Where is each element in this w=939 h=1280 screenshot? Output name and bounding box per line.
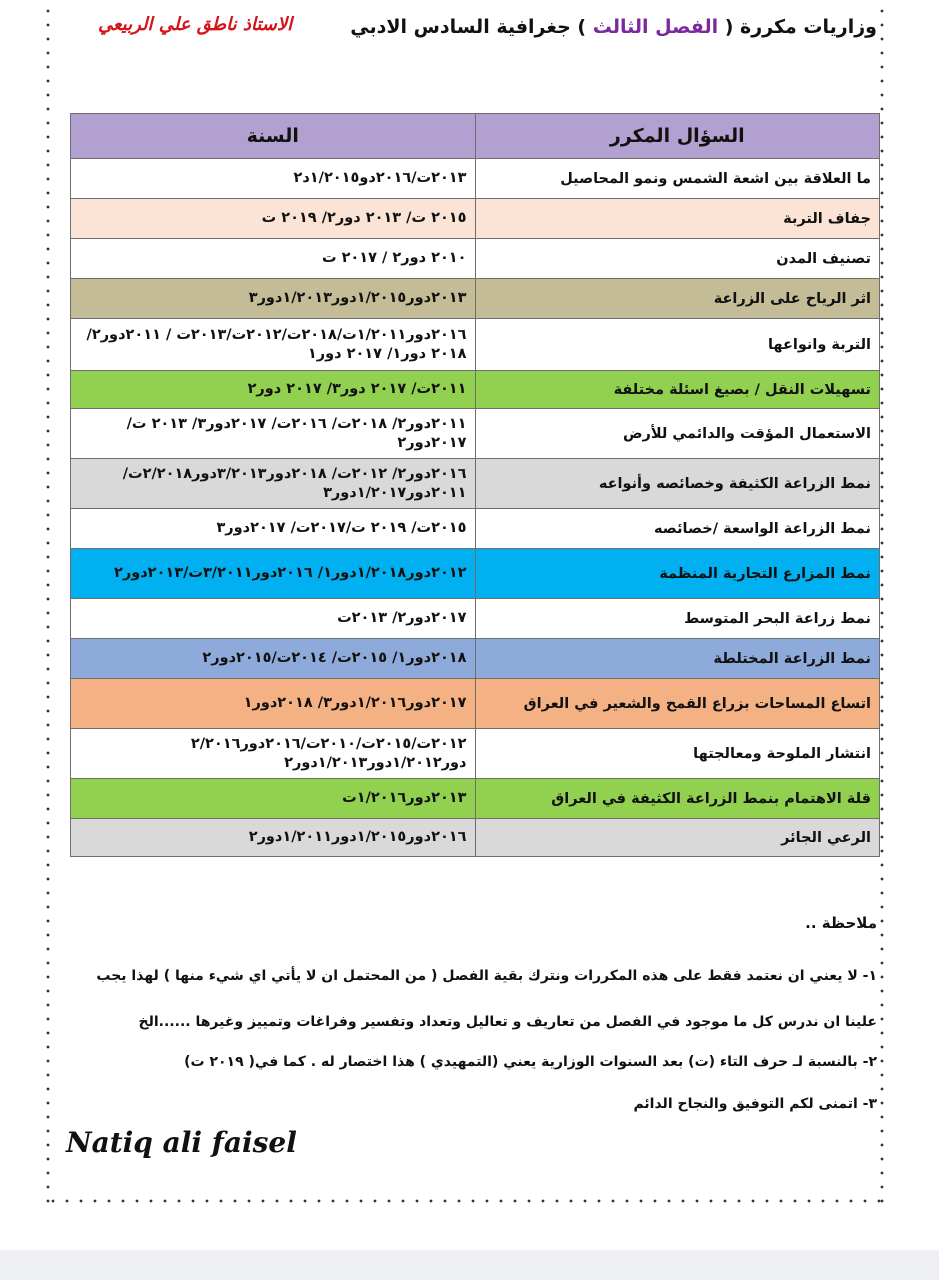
question-cell: التربة وانواعها — [475, 319, 880, 371]
notes-title: ملاحظة .. — [805, 914, 877, 932]
years-cell: ٢٠١٣دور١/٢٠١٥دور١/٢٠١٣دور٣ — [71, 279, 476, 319]
table-row — [71, 279, 880, 319]
question-cell: نمط الزراعة الكثيفة وخصائصه وأنواعه — [475, 459, 880, 509]
note-line: ٣- اتمنى لكم التوفيق والنجاح الدائم — [633, 1096, 877, 1112]
years-cell: ٢٠١٢ت/٢٠١٥ت/٢٠١٠ت/٢٠١٦دور٢/٢٠١٦ دور١/٢٠١٢دور١/٢٠١٣دور٢ — [71, 729, 476, 779]
table-row — [71, 729, 880, 779]
question-cell: انتشار الملوحة ومعالجتها — [475, 729, 880, 779]
table-row — [71, 371, 880, 409]
title-accent: الفصل الثالث — [586, 16, 725, 38]
question-cell: اثر الرياح على الزراعة — [475, 279, 880, 319]
table-row — [71, 199, 880, 239]
question-cell: تسهيلات النقل / بصيغ اسئلة مختلفة — [475, 371, 880, 409]
table-row — [71, 819, 880, 857]
table-row — [71, 239, 880, 279]
years-cell: ٢٠١٥ ت/ ٢٠١٣ دور٢/ ٢٠١٩ ت — [71, 199, 476, 239]
question-cell: ما العلاقة بين اشعة الشمس ونمو المحاصيل — [475, 159, 880, 199]
decorative-border-bottom — [46, 1198, 884, 1204]
question-cell: نمط الزراعة الواسعة /خصائصه — [475, 509, 880, 549]
table-row — [71, 639, 880, 679]
table-row — [71, 779, 880, 819]
question-cell: اتساع المساحات بزراع القمح والشعير في العراق — [475, 679, 880, 729]
years-cell: ٢٠١٣دور١/٢٠١٦ت — [71, 779, 476, 819]
question-cell: تصنيف المدن — [475, 239, 880, 279]
table-row — [71, 549, 880, 599]
years-cell: ٢٠١٨دور١/ ٢٠١٥ت/ ٢٠١٤ت/٢٠١٥دور٢ — [71, 639, 476, 679]
header-year: السنة — [71, 114, 476, 159]
table-row — [71, 409, 880, 459]
note-line: علينا ان ندرس كل ما موجود في الفصل من تعاريف و تعاليل وتعداد وتفسير وفراغات وتمييز وغيرها ......الخ — [138, 1014, 877, 1030]
table-row — [71, 679, 880, 729]
years-cell: ٢٠١٥ت/ ٢٠١٩ ت/٢٠١٧ت/ ٢٠١٧دور٣ — [71, 509, 476, 549]
question-cell: الرعي الجائر — [475, 819, 880, 857]
table-header-row — [71, 114, 880, 159]
years-cell: ٢٠١٢دور١/٢٠١٨دور١/ ٢٠١٦دور٣/٢٠١١ت/٢٠١٣دور٢ — [71, 549, 476, 599]
title-prefix: وزاريات مكررة ( — [724, 16, 877, 38]
page-title — [350, 16, 877, 38]
years-cell: ٢٠١٧دور١/٢٠١٦دور٣/ ٢٠١٨دور١ — [71, 679, 476, 729]
years-cell: ٢٠١٦دور٢/ ٢٠١٢ت/ ٢٠١٨دور٣/٢٠١٣دور٢/٢٠١٨ت/٢٠١١دور١/٢٠١٧دور٣ — [71, 459, 476, 509]
note-line: ٢- بالنسبة لـ حرف التاء (ت) بعد السنوات الوزارية يعني (التمهيدي ) هذا اختصار له . كما في( ٢٠١٩ ت) — [184, 1054, 877, 1070]
table-row — [71, 159, 880, 199]
question-cell: نمط الزراعة المختلطة — [475, 639, 880, 679]
decorative-border-left — [46, 4, 50, 1204]
question-cell: نمط زراعة البحر المتوسط — [475, 599, 880, 639]
note-line: ١- لا يعني ان نعتمد فقط على هذه المكررات ونترك بقية الفصل ( من المحتمل ان لا يأتي اي شيء منها ) لهذا يجب — [96, 968, 877, 984]
years-cell: ٢٠١١دور٢/ ٢٠١٨ت/ ٢٠١٦ت/ ٢٠١٧دور٣/ ٢٠١٣ ت/ ٢٠١٧دور٢ — [71, 409, 476, 459]
questions-table — [70, 113, 880, 857]
table-row — [71, 459, 880, 509]
years-cell: ٢٠١٠ دور٢ / ٢٠١٧ ت — [71, 239, 476, 279]
years-cell: ٢٠١١ت/ ٢٠١٧ دور٣/ ٢٠١٧ دور٢ — [71, 371, 476, 409]
question-cell: نمط المزارع التجارية المنظمة — [475, 549, 880, 599]
title-suffix: ) جغرافية السادس الادبي — [350, 16, 587, 38]
signature: Natiq ali faisel — [66, 1126, 297, 1159]
question-cell: الاستعمال المؤقت والدائمي للأرض — [475, 409, 880, 459]
years-cell: ٢٠١٦دور١/٢٠١١ت/٢٠١٨ت/٢٠١٢ت/٢٠١٣ت / ٢٠١١دور٢/ ٢٠١٨ دور١/ ٢٠١٧ دور١ — [71, 319, 476, 371]
question-cell: قلة الاهتمام بنمط الزراعة الكثيفة في العراق — [475, 779, 880, 819]
decorative-border-right — [880, 4, 884, 1204]
question-cell: جفاف التربة — [475, 199, 880, 239]
years-cell: ٢٠١٣ت/٢٠١٦دو١/٢٠١٥د٢ — [71, 159, 476, 199]
table-row — [71, 319, 880, 371]
years-cell: ٢٠١٦دور١/٢٠١٥دور١/٢٠١١دور٢ — [71, 819, 476, 857]
teacher-name: الاستاذ ناطق علي الربيعي — [98, 14, 293, 35]
years-cell: ٢٠١٧دور٢/ ٢٠١٣ت — [71, 599, 476, 639]
table-row — [71, 509, 880, 549]
table-row — [71, 599, 880, 639]
header-question: السؤال المكرر — [475, 114, 880, 159]
